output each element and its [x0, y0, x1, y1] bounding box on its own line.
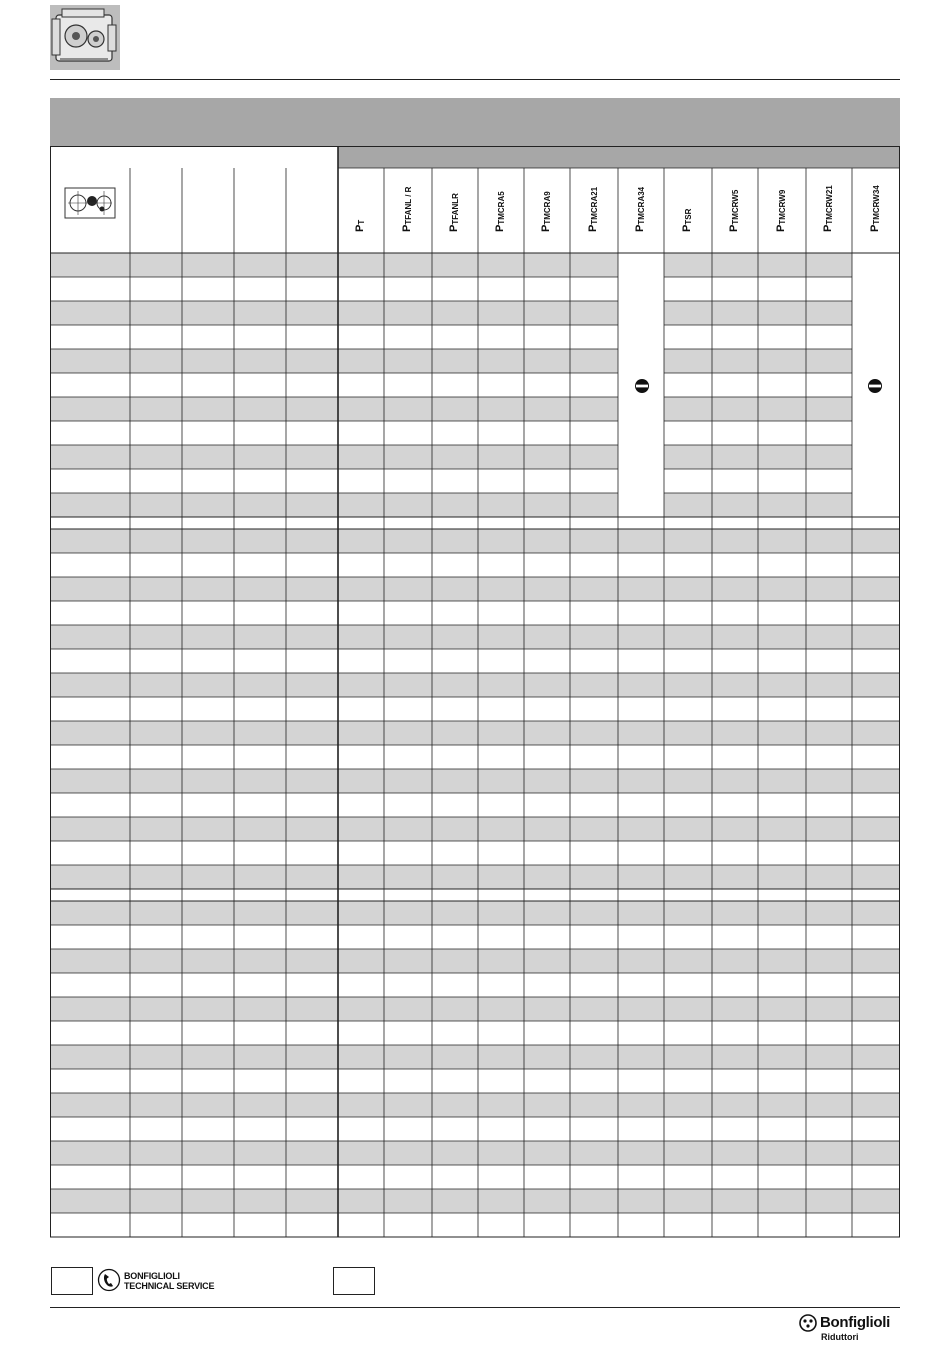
- column-header-subscript: T: [357, 219, 366, 225]
- bonfiglioli-logo-icon: [799, 1314, 817, 1332]
- table-row: [50, 397, 618, 421]
- column-header-subscript: TFANL / R: [404, 186, 413, 225]
- table-row: [50, 865, 900, 889]
- column-header-letter: P: [634, 224, 646, 232]
- column-header-letter: P: [354, 224, 366, 232]
- table-row: [50, 349, 618, 373]
- column-header-letter: P: [540, 224, 552, 232]
- column-header-subscript: TMCRA34: [637, 186, 646, 225]
- brand-name: Bonfiglioli: [820, 1314, 891, 1331]
- column-header-letter: P: [822, 224, 834, 232]
- title-band: [50, 98, 900, 146]
- column-header-tmcra21: [587, 187, 599, 232]
- column-header-letter: P: [681, 224, 693, 232]
- table-row: [50, 817, 900, 841]
- column-header-letter: P: [869, 224, 881, 232]
- footer-rule: [50, 1307, 900, 1308]
- column-header-tfanl-r: [401, 187, 413, 232]
- table-row: [50, 1141, 900, 1165]
- rating-table: [50, 146, 900, 1239]
- column-header-tfanlr: [448, 193, 460, 232]
- table-row: [50, 721, 900, 745]
- gear-unit-illustration-icon: [50, 5, 120, 70]
- table-row: [50, 1093, 900, 1117]
- column-header-letter: P: [401, 224, 413, 232]
- technical-service-label: [124, 1271, 214, 1291]
- column-header-subscript: TMCRW9: [778, 189, 787, 225]
- table-row: [50, 673, 900, 697]
- power-columns-band: [338, 146, 900, 168]
- column-header-letter: P: [587, 224, 599, 232]
- footer-note-box-left: [51, 1267, 93, 1295]
- column-header-tsr: [681, 209, 693, 232]
- table-row: [50, 997, 900, 1021]
- column-header-tmcrw34: [869, 185, 881, 232]
- column-header-t: [354, 220, 366, 232]
- column-header-letter: P: [728, 224, 740, 232]
- table-row: [50, 1045, 900, 1069]
- column-header-subscript: TSR: [684, 208, 693, 225]
- column-header-subscript: TMCRA21: [590, 186, 599, 225]
- table-row: [50, 901, 900, 925]
- column-header-subscript: TFANLR: [451, 193, 460, 225]
- column-header-tmcrw9: [775, 190, 787, 232]
- brand-subtitle: Riduttori: [821, 1332, 859, 1342]
- column-header-letter: P: [494, 224, 506, 232]
- note-marker-tmcra34: [632, 376, 652, 396]
- column-header-letter: P: [775, 224, 787, 232]
- phone-icon: [97, 1268, 121, 1292]
- column-header-subscript: TMCRA9: [543, 191, 552, 225]
- column-header-letter: P: [448, 224, 460, 232]
- table-row: [50, 625, 900, 649]
- table-row: [50, 493, 618, 517]
- column-header-subscript: TMCRW21: [825, 185, 834, 225]
- table-row: [50, 253, 618, 277]
- table-row: [50, 529, 900, 553]
- table-row: [50, 1189, 900, 1213]
- table-row: [50, 301, 618, 325]
- rating-table-grid: [50, 146, 900, 1239]
- gear-unit-shaft-diagram-icon: [64, 187, 116, 219]
- column-header-tmcra5: [494, 191, 506, 232]
- header-rule: [50, 79, 900, 80]
- service-line-1: BONFIGLIOLI: [124, 1271, 180, 1281]
- column-header-subscript: TMCRW34: [872, 185, 881, 225]
- table-row: [50, 949, 900, 973]
- column-header-tmcra34: [634, 187, 646, 232]
- table-row: [50, 445, 618, 469]
- footer-note-box-right: [333, 1267, 375, 1295]
- column-header-tmcra9: [540, 191, 552, 232]
- note-marker-tmcrw34: [865, 376, 885, 396]
- service-line-2: TECHNICAL SERVICE: [124, 1281, 215, 1291]
- table-row: [50, 577, 900, 601]
- table-row: [50, 769, 900, 793]
- column-header-tmcrw5: [728, 190, 740, 232]
- column-header-tmcrw21: [822, 185, 834, 232]
- column-header-subscript: TMCRA5: [497, 191, 506, 225]
- column-header-subscript: TMCRW5: [731, 189, 740, 225]
